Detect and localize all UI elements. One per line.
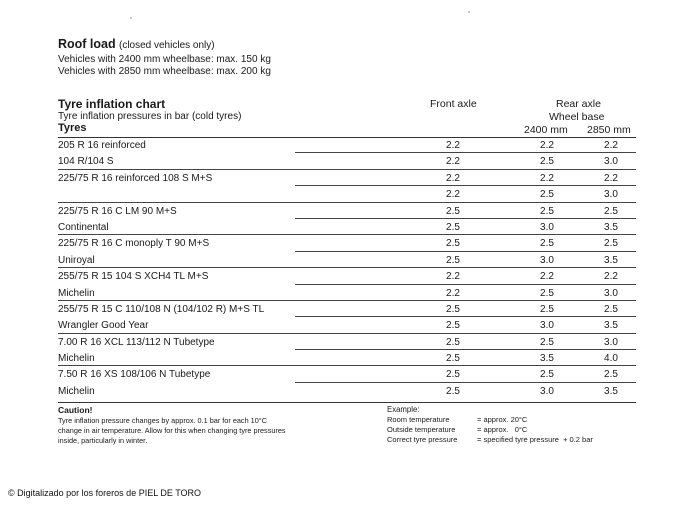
tyre-row <box>0 268 700 284</box>
rear-2400-pressure: 2.5 <box>540 369 554 381</box>
rear-2850-pressure: 2.2 <box>604 140 618 151</box>
tyre-name: 255/75 R 15 C 110/108 N (104/102 R) M+S TL <box>58 303 265 315</box>
scan-speck <box>130 17 132 19</box>
example-value: = approx. 0°C <box>477 425 528 434</box>
rear-2850-pressure: 2.5 <box>604 303 618 315</box>
tyre-row <box>0 235 700 251</box>
wheelbase-2400-header: 2400 mm <box>524 124 568 136</box>
roof-load-section <box>58 36 271 78</box>
rear-2850-pressure: 3.5 <box>604 385 618 397</box>
rear-2400-pressure: 3.5 <box>540 353 554 365</box>
tyre-name: 225/75 R 16 C monoply T 90 M+S <box>58 238 210 250</box>
tyre-row <box>0 219 700 235</box>
caution-text-line: change in air temperature. Allow for this when changing tyre pressures <box>58 426 286 435</box>
tyre-row <box>0 203 700 219</box>
rear-2400-pressure: 3.0 <box>540 385 554 397</box>
scan-credit: © Digitalizado por los foreros de PIEL DE TORO <box>8 488 202 498</box>
tyre-name: Wrangler Good Year <box>58 320 149 332</box>
rear-2400-pressure: 2.5 <box>540 303 554 315</box>
rear-2400-pressure: 2.5 <box>540 238 554 250</box>
tyre-name: 225/75 R 16 reinforced 108 S M+S <box>58 172 213 184</box>
caution-text-line: Tyre inflation pressure changes by approx. 0.1 bar for each 10°C <box>58 416 267 425</box>
tyres-column-header: Tyres <box>58 122 87 134</box>
example-row <box>387 435 593 445</box>
chart-subtitle: Tyre inflation pressures in bar (cold tyres) <box>58 111 242 122</box>
table-bottom-divider <box>58 402 636 403</box>
wheel-base-header: Wheel base <box>549 111 605 123</box>
tyre-row <box>0 301 700 317</box>
rear-2850-pressure: 3.0 <box>604 336 618 348</box>
front-axle-pressure: 2.5 <box>446 336 460 348</box>
front-axle-pressure: 2.5 <box>446 369 460 381</box>
caution-text-line: inside, particularly in winter. <box>58 436 148 445</box>
rear-2400-pressure: 2.2 <box>540 140 554 151</box>
example-value: = approx. 20°C <box>477 415 528 424</box>
wheelbase-2850-header: 2850 mm <box>587 124 631 136</box>
rear-2400-pressure: 3.0 <box>540 221 554 233</box>
example-title: Example: <box>387 405 420 414</box>
tyre-name: 225/75 R 16 C LM 90 M+S <box>58 205 177 217</box>
front-axle-pressure: 2.5 <box>446 303 460 315</box>
tyre-row <box>0 317 700 333</box>
front-axle-pressure: 2.5 <box>446 320 460 332</box>
rear-2850-pressure: 2.2 <box>604 271 618 283</box>
rear-axle-header: Rear axle <box>556 98 601 110</box>
tyre-name: 7.00 R 16 XCL 113/112 N Tubetype <box>58 336 215 348</box>
tyre-row <box>0 334 700 350</box>
tyre-name: Michelin <box>58 385 95 397</box>
tyre-row <box>0 170 700 186</box>
rear-2850-pressure: 3.5 <box>604 254 618 266</box>
roof-load-title: Roof load <box>58 37 116 51</box>
tyre-name: 205 R 16 reinforced <box>58 140 146 151</box>
tyre-name: Uniroyal <box>58 254 95 266</box>
rear-2850-pressure: 3.0 <box>604 156 618 168</box>
front-axle-pressure: 2.5 <box>446 205 460 217</box>
tyre-row <box>0 383 700 399</box>
tyre-name: Continental <box>58 221 109 233</box>
rear-2400-pressure: 2.5 <box>540 189 554 201</box>
caution-note <box>58 405 286 446</box>
example-row <box>387 415 593 425</box>
rear-2850-pressure: 3.5 <box>604 320 618 332</box>
front-axle-pressure: 2.5 <box>446 353 460 365</box>
front-axle-pressure: 2.2 <box>446 287 460 299</box>
roof-load-2400: Vehicles with 2400 mm wheelbase: max. 150 kg <box>58 54 271 65</box>
front-axle-pressure: 2.5 <box>446 238 460 250</box>
front-axle-header: Front axle <box>430 98 477 110</box>
rear-2850-pressure: 3.5 <box>604 221 618 233</box>
example-row <box>387 425 593 435</box>
tyre-row <box>0 366 700 382</box>
rear-2850-pressure: 3.0 <box>604 287 618 299</box>
chart-title: Tyre inflation chart <box>58 97 166 111</box>
rear-2400-pressure: 2.2 <box>540 172 554 184</box>
rear-2850-pressure: 2.5 <box>604 205 618 217</box>
rear-2850-pressure: 2.5 <box>604 369 618 381</box>
rear-2400-pressure: 2.5 <box>540 156 554 168</box>
rear-2400-pressure: 2.2 <box>540 271 554 283</box>
rear-2400-pressure: 3.0 <box>540 254 554 266</box>
tyre-name: 255/75 R 15 104 S XCH4 TL M+S <box>58 271 209 283</box>
tyre-name: Michelin <box>58 353 95 365</box>
rear-2850-pressure: 2.2 <box>604 172 618 184</box>
tyre-name: Michelin <box>58 287 95 299</box>
tyre-row <box>0 186 700 202</box>
tyre-row <box>0 153 700 169</box>
front-axle-pressure: 2.2 <box>446 172 460 184</box>
caution-title: Caution! <box>58 405 93 415</box>
rear-2850-pressure: 3.0 <box>604 189 618 201</box>
roof-load-2850: Vehicles with 2850 mm wheelbase: max. 200 kg <box>58 66 271 77</box>
roof-load-heading <box>58 36 271 54</box>
front-axle-pressure: 2.5 <box>446 221 460 233</box>
rear-2400-pressure: 2.5 <box>540 205 554 217</box>
scan-speck <box>468 11 470 13</box>
tyre-table <box>0 137 700 399</box>
front-axle-pressure: 2.5 <box>446 254 460 266</box>
rear-2400-pressure: 3.0 <box>540 320 554 332</box>
roof-load-subtitle: (closed vehicles only) <box>118 40 215 51</box>
rear-2850-pressure: 4.0 <box>604 353 618 365</box>
tyre-name: 104 R/104 S <box>58 156 114 168</box>
tyre-row <box>0 252 700 268</box>
front-axle-pressure: 2.5 <box>446 385 460 397</box>
example-label: Room temperature <box>387 415 450 424</box>
front-axle-pressure: 2.2 <box>446 189 460 201</box>
rear-2850-pressure: 2.5 <box>604 238 618 250</box>
tyre-row <box>0 350 700 366</box>
example-note <box>387 405 593 445</box>
example-value: = specified tyre pressure + 0.2 bar <box>477 435 593 444</box>
rear-2400-pressure: 2.5 <box>540 287 554 299</box>
tyre-name: 7.50 R 16 XS 108/106 N Tubetype <box>58 369 211 381</box>
front-axle-pressure: 2.2 <box>446 156 460 168</box>
tyre-row <box>0 137 700 153</box>
front-axle-pressure: 2.2 <box>446 271 460 283</box>
example-label: Correct tyre pressure <box>387 435 458 444</box>
rear-2400-pressure: 2.5 <box>540 336 554 348</box>
tyre-row <box>0 285 700 301</box>
example-label: Outside temperature <box>387 425 456 434</box>
front-axle-pressure: 2.2 <box>446 140 460 151</box>
